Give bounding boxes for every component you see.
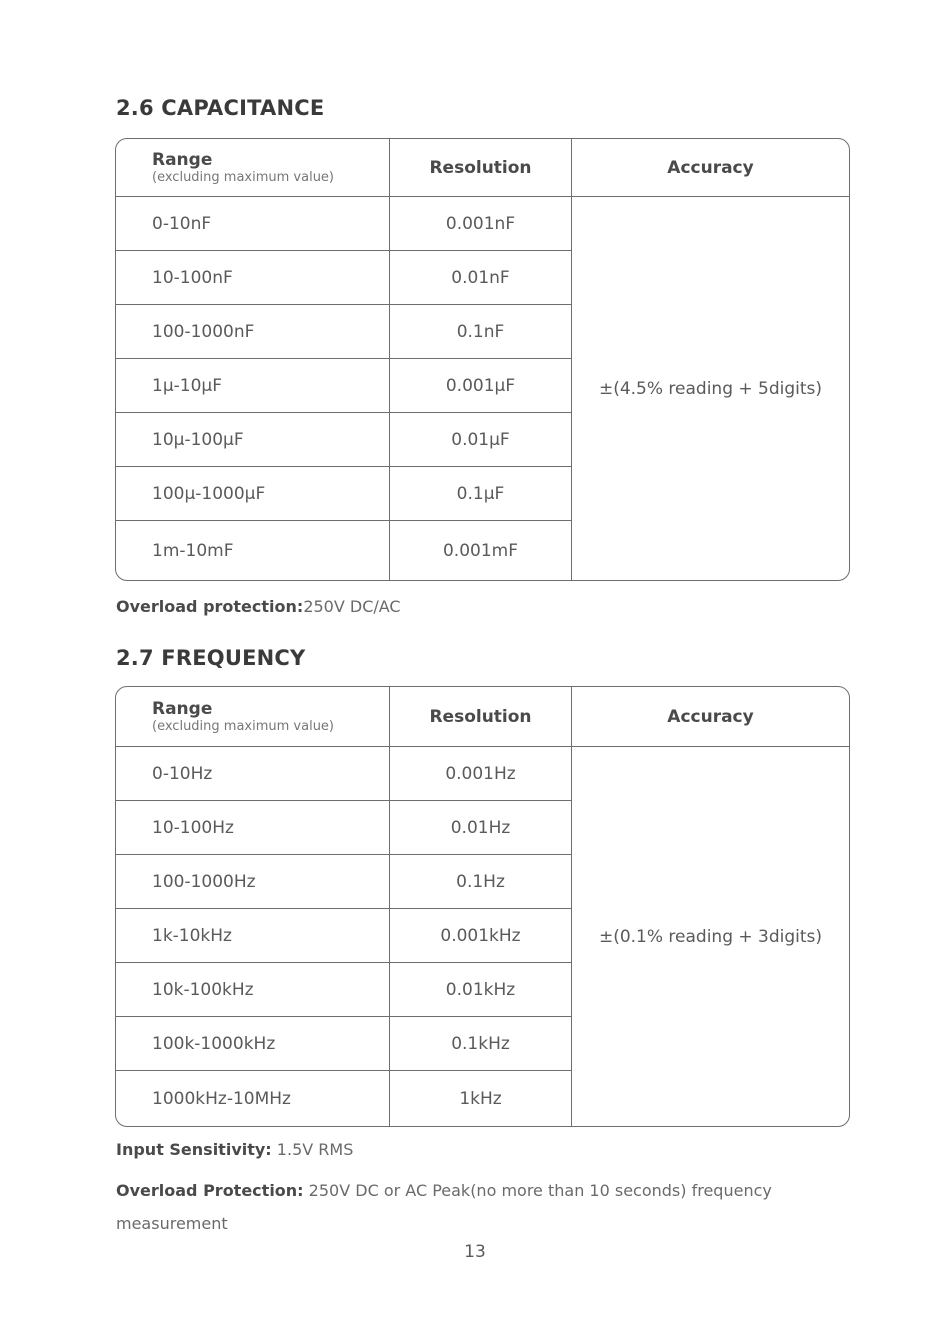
- table-cell-resolution: 0.1nF: [390, 305, 572, 359]
- table-cell-resolution: 0.1μF: [390, 467, 572, 521]
- range-header: [116, 139, 390, 197]
- capacitance-overload-note: [116, 597, 401, 616]
- table-cell-range: 0-10Hz: [116, 747, 390, 801]
- resolution-header: Resolution: [390, 139, 572, 197]
- range-header-label: Range: [152, 698, 213, 719]
- table-cell-resolution: 0.001Hz: [390, 747, 572, 801]
- resolution-header: Resolution: [390, 687, 572, 747]
- table-cell-resolution: 0.001kHz: [390, 909, 572, 963]
- overload-label: Overload protection:: [116, 597, 304, 616]
- table-cell-resolution: 0.001mF: [390, 521, 572, 580]
- table-cell-resolution: 0.1kHz: [390, 1017, 572, 1071]
- accuracy-value: ±(4.5% reading + 5digits): [598, 378, 823, 399]
- accuracy-value: ±(0.1% reading + 3digits): [598, 926, 823, 947]
- table-cell-range: 100-1000Hz: [116, 855, 390, 909]
- table-cell-range: 0-10nF: [116, 197, 390, 251]
- table-cell-resolution: 0.001μF: [390, 359, 572, 413]
- capacitance-table: [115, 138, 850, 581]
- table-cell-range: 10k-100kHz: [116, 963, 390, 1017]
- frequency-table: [115, 686, 850, 1127]
- overload-value: 250V DC or AC Peak(no more than 10 seconds) frequency measurement: [116, 1181, 772, 1233]
- table-cell-range: 1m-10mF: [116, 521, 390, 580]
- range-header-note: (excluding maximum value): [152, 169, 335, 185]
- table-cell-resolution: 1kHz: [390, 1071, 572, 1126]
- overload-value: 250V DC/AC: [303, 597, 401, 616]
- table-cell-resolution: 0.01Hz: [390, 801, 572, 855]
- table-cell-resolution: 0.01kHz: [390, 963, 572, 1017]
- table-cell-range: 100-1000nF: [116, 305, 390, 359]
- input-sensitivity-note: [116, 1140, 353, 1159]
- capacitance-heading: 2.6 CAPACITANCE: [116, 96, 325, 120]
- sensitivity-value: 1.5V RMS: [276, 1140, 354, 1159]
- table-cell-resolution: 0.001nF: [390, 197, 572, 251]
- range-header-label: Range: [152, 149, 213, 170]
- page-number: 13: [464, 1242, 486, 1262]
- sensitivity-label: Input Sensitivity:: [116, 1140, 272, 1159]
- table-cell-range: 100μ-1000μF: [116, 467, 390, 521]
- frequency-overload-note: [116, 1174, 856, 1240]
- accuracy-header: Accuracy: [572, 687, 849, 747]
- overload-label: Overload Protection:: [116, 1181, 304, 1200]
- table-cell-range: 10-100Hz: [116, 801, 390, 855]
- table-cell-range: 10-100nF: [116, 251, 390, 305]
- table-cell-range: 1k-10kHz: [116, 909, 390, 963]
- table-cell-range: 1μ-10μF: [116, 359, 390, 413]
- table-cell-resolution: 0.01nF: [390, 251, 572, 305]
- frequency-heading: 2.7 FREQUENCY: [116, 646, 306, 670]
- accuracy-header: Accuracy: [572, 139, 849, 197]
- range-header-note: (excluding maximum value): [152, 718, 335, 734]
- table-cell-resolution: 0.1Hz: [390, 855, 572, 909]
- range-header: [116, 687, 390, 747]
- table-cell-resolution: 0.01μF: [390, 413, 572, 467]
- table-cell-range: 10μ-100μF: [116, 413, 390, 467]
- table-cell-range: 100k-1000kHz: [116, 1017, 390, 1071]
- table-cell-range: 1000kHz-10MHz: [116, 1071, 390, 1126]
